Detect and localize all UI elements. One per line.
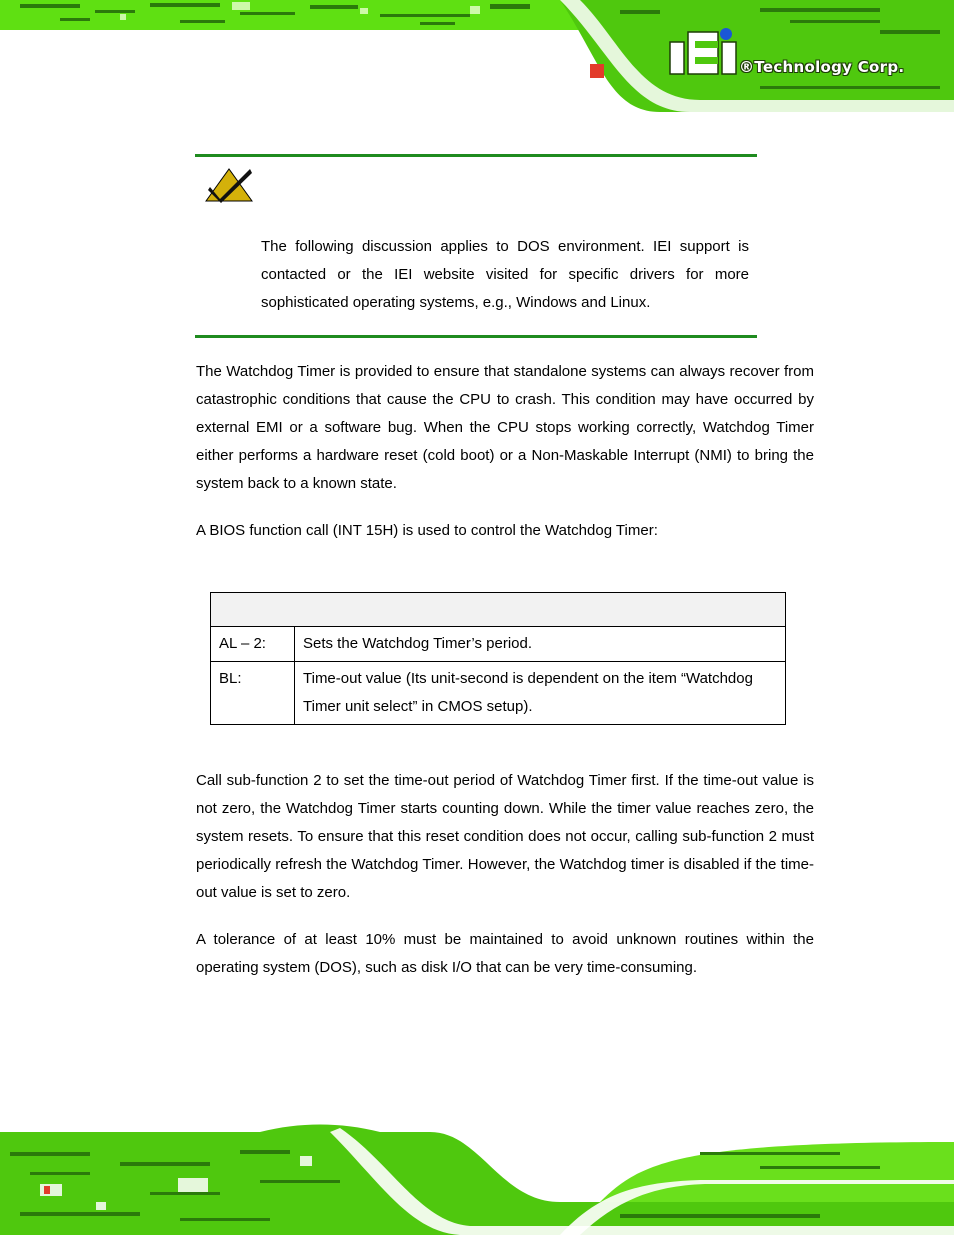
note-text: The following discussion applies to DOS environment. IEI support is contacted or the IEI website visited for specific drivers for more sophisticated operating systems, e.g., Windows and Linux. [261, 238, 749, 311]
pcb-footer-graphic [0, 1122, 954, 1235]
tolerance-paragraph: A tolerance of at least 10% must be maintained to avoid unknown routines within the operating system (DOS), such as disk I/O that can be very time-consuming. [196, 931, 814, 976]
description-cell: Time-out value (Its unit-second is dependent on the item “Watchdog Timer unit select” in CMOS setup). [295, 662, 786, 725]
table-header-row [211, 593, 786, 627]
brand-name: ®Technology Corp. [739, 58, 905, 76]
pcb-header-graphic [0, 0, 954, 112]
watchdog-function-table [210, 592, 786, 725]
intro-paragraph: The Watchdog Timer is provided to ensure that standalone systems can always recover from catastrophic conditions that cause the CPU to crash. This condition may have occurred by external EMI or a software bug. When the CPU stops working correctly, Watchdog Timer either performs a hardware reset (cold boot) or a Non-Maskable Interrupt (NMI) to bring the system back to a known state. [196, 363, 814, 492]
checkmark-note-icon [204, 165, 254, 203]
subfunction-paragraph: Call sub-function 2 to set the time-out period of Watchdog Timer first. If the time-out value is not zero, the Watchdog Timer starts counting down. While the timer value reaches zero, the system resets. To ensure that this reset condition does not occur, calling sub-function 2 must periodically refresh the Watchdog Timer. However, the Watchdog timer is disabled if the time-out value is set to zero. [196, 772, 814, 901]
table-header-cell [211, 593, 786, 627]
register-cell: BL: [211, 662, 295, 725]
bios-call-paragraph: A BIOS function call (INT 15H) is used to control the Watchdog Timer: [196, 522, 658, 539]
description-cell: Sets the Watchdog Timer’s period. [295, 627, 786, 662]
footer-banner [0, 1122, 954, 1235]
note-top-rule [195, 154, 757, 157]
note-bottom-rule [195, 335, 757, 338]
iei-logo-icon [668, 28, 748, 76]
table-row [211, 662, 786, 725]
table-row [211, 627, 786, 662]
header-banner [0, 0, 954, 112]
register-cell: AL – 2: [211, 627, 295, 662]
